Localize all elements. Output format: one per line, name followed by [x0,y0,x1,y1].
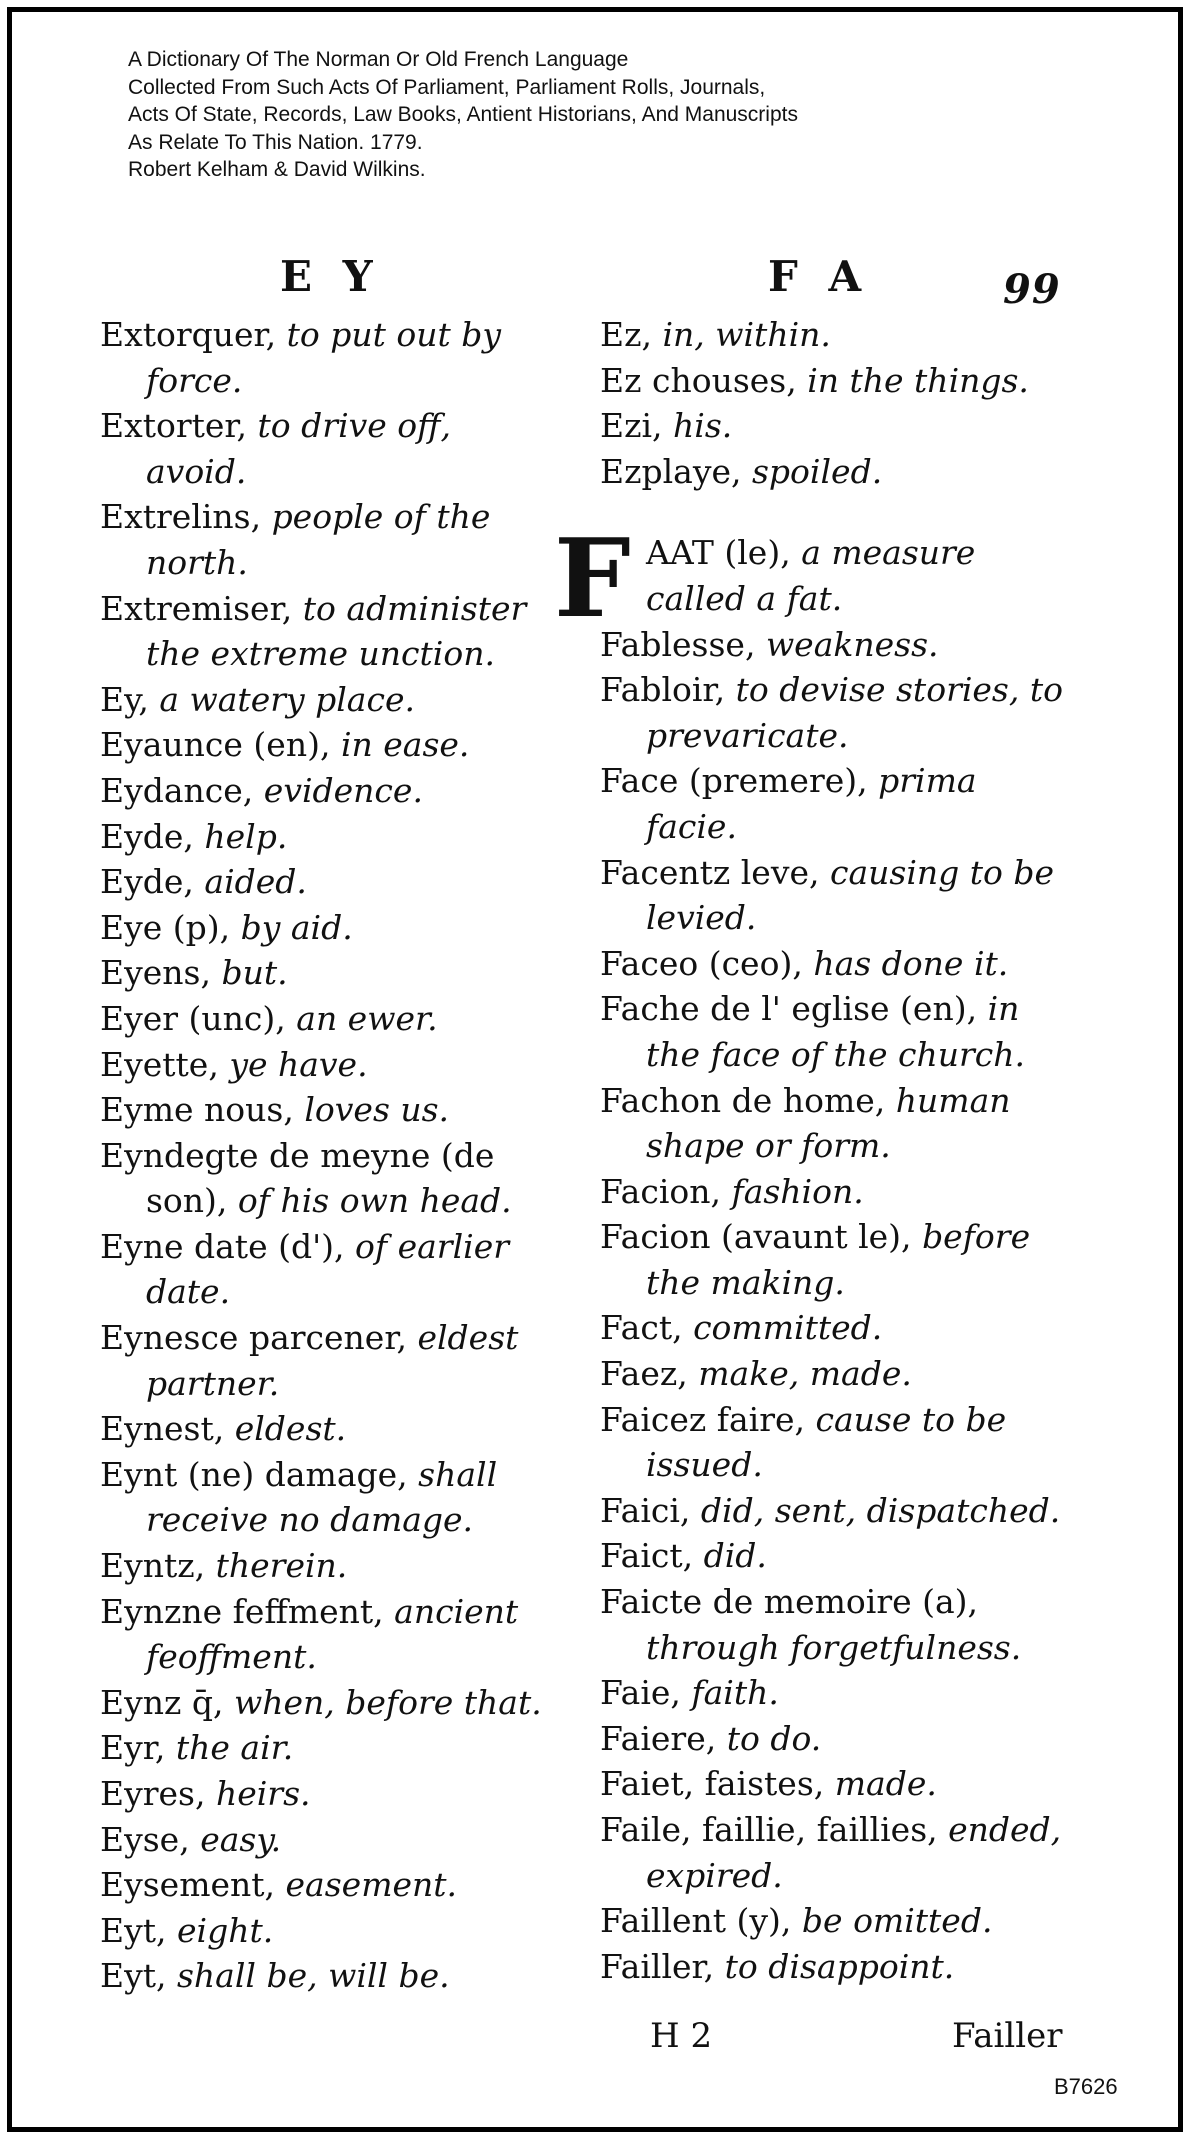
entry-definition: eight. [176,1910,274,1950]
entry-definition: ye have. [229,1044,368,1084]
entry-definition: shall be, will be. [176,1956,450,1996]
dictionary-entry [100,1589,560,1680]
entry-headword: Extorquer, [100,315,277,354]
entry-definition: by aid. [240,907,353,947]
entry-definition: has done it. [813,943,1009,983]
entry-definition: in, within. [662,315,831,354]
entry-definition: evidence. [263,770,423,810]
entry-definition: in ease. [340,725,470,765]
entry-headword: Eynest, [100,1409,225,1449]
entry-definition: to administer the extreme unction. [146,588,527,674]
entry-headword: Faez, [600,1354,688,1394]
dictionary-entry-drop-cap [554,516,1070,643]
entry-definition: the air. [175,1728,294,1768]
catchword: Failler [952,2016,1063,2056]
entry-headword: Fact, [600,1308,683,1348]
entry-headword: Eyde, [100,816,194,856]
section-gap [600,494,1070,530]
entry-definition: through forgetfulness. [646,1627,1022,1667]
entry-definition: easement. [285,1865,458,1905]
entry-definition: ended, expired. [646,1810,1062,1895]
entry-definition: easy. [200,1819,282,1859]
entry-headword: Extremiser, [100,588,293,628]
entry-headword: Eynt (ne) damage, [100,1454,408,1494]
entry-definition: to put out by force. [146,315,502,400]
entry-headword: Fabloir, [600,670,726,710]
entry-definition: his. [673,406,733,446]
entry-definition: of his own head. [237,1181,512,1221]
dictionary-entry [600,1351,1070,1397]
source-line: Collected From Such Acts Of Parliament, Parliament Rolls, Journals, [128,75,766,99]
source-line: As Relate To This Nation. 1779. [128,130,423,154]
right-column-entries [600,622,1070,1990]
entry-headword: Eyr, [100,1728,166,1768]
source-line: A Dictionary Of The Norman Or Old French Language [128,48,629,71]
entry-definition: weakness. [765,624,939,664]
entry-headword: Extorter, [100,406,248,446]
entry-headword: Faici, [600,1490,691,1530]
entry-definition: committed. [693,1308,883,1348]
dictionary-entry [100,1953,560,1999]
entry-definition: eldest partner. [146,1318,519,1403]
dictionary-entry [600,667,1070,758]
entry-headword: Eyndegte de meyne (de son), [100,1135,495,1221]
dictionary-entry [100,814,560,860]
entry-headword: Fablesse, [600,624,756,664]
source-line: Robert Kelham & David Wilkins. [128,158,426,181]
entry-definition: did. [703,1536,767,1576]
right-column-heading: F A [768,252,870,301]
entry-headword: Eye (p), [100,907,231,947]
entry-definition: causing to be levied. [646,852,1055,938]
entry-definition: when, before that. [233,1682,542,1722]
entry-definition: but. [221,953,288,993]
entry-headword: Eyer (unc), [100,998,286,1038]
source-header [128,46,1028,184]
dictionary-entry [600,1533,1070,1579]
dictionary-entry [100,1406,560,1452]
entry-headword: Eyme nous, [100,1090,294,1130]
dictionary-entry [600,1807,1070,1898]
dictionary-entry [100,1680,560,1726]
entry-definition: a watery place. [159,679,415,719]
drop-cap-initial: F [554,516,631,643]
dictionary-entry [600,1305,1070,1351]
page-number: 99 [1003,266,1061,313]
entry-headword: Eynzne feffment, [100,1591,384,1631]
left-column [100,312,560,1999]
entry-headword: Faillent (y), [600,1901,792,1941]
entry-definition: made. [834,1764,937,1804]
entry-headword: Eyt, [100,1910,167,1950]
entry-headword: Facion (avaunt le), [600,1217,912,1257]
entry-headword: Eyres, [100,1774,206,1813]
dictionary-entry [600,1716,1070,1762]
entry-headword: Eyse, [100,1819,190,1859]
entry-headword: Eyens, [100,953,211,993]
dictionary-entry [600,449,1070,495]
entry-definition: in the face of the church. [646,989,1026,1074]
entry-headword: Faiet, faistes, [600,1764,825,1804]
dictionary-entry [100,722,560,768]
entry-definition: of earlier date. [146,1226,509,1312]
dictionary-entry [600,358,1070,404]
dictionary-entry [100,1315,560,1406]
dictionary-entry [600,622,1070,668]
entry-headword: Ezplaye, [600,451,742,491]
dictionary-entry [600,1761,1070,1807]
entry-headword: Faceo (ceo), [600,943,803,983]
entry-headword: Faie, [600,1673,681,1713]
entry-definition: to do. [726,1718,822,1758]
entry-definition: eldest. [234,1409,347,1449]
entry-headword: Eyde, [100,862,194,902]
source-line: Acts Of State, Records, Law Books, Antient Historians, And Manuscripts [128,103,798,126]
dictionary-entry [600,1488,1070,1534]
entry-definition: make, made. [698,1354,912,1394]
entry-definition: help. [204,816,288,856]
entry-definition: heirs. [215,1774,311,1813]
entry-headword: Faile, faillie, faillies, [600,1810,938,1849]
entry-headword: Ezi, [600,406,663,446]
right-column-top-entries [600,312,1070,494]
entry-headword: Eyt, [100,1956,167,1996]
entry-definition: ancient feoffment. [146,1591,519,1677]
entry-headword: Eydance, [100,770,254,810]
dictionary-entry [100,1862,560,1908]
entry-headword: Facion, [600,1171,721,1211]
entry-headword: Eysement, [100,1865,276,1905]
dictionary-entry [100,494,560,585]
entry-headword: Eyntz, [100,1546,206,1586]
dictionary-entry [100,1133,560,1224]
dictionary-entry [600,1214,1070,1305]
dictionary-entry [100,768,560,814]
entry-headword: Ez, [600,315,652,354]
entry-definition: people of the north. [146,497,491,582]
entry-headword: Fachon de home, [600,1080,886,1120]
entry-definition: cause to be issued. [646,1399,1007,1485]
entry-definition: before the making. [646,1217,1031,1302]
dictionary-entry [100,586,560,677]
dictionary-entry [100,859,560,905]
entry-definition: be omitted. [801,1901,993,1941]
dictionary-entry [100,1908,560,1954]
entry-definition: to drive off, avoid. [146,406,452,491]
dictionary-entry [600,1397,1070,1488]
entry-definition: faith. [691,1673,779,1713]
entry-headword: Extrelins, [100,497,262,537]
dictionary-entry [100,1543,560,1589]
dictionary-entry [100,950,560,996]
entry-definition: shall receive no damage. [146,1454,498,1540]
dictionary-entry [600,1579,1070,1670]
dictionary-entry [600,1670,1070,1716]
entry-definition: in the things. [807,360,1029,400]
dictionary-entry [100,996,560,1042]
entry-headword: Faicez faire, [600,1399,806,1439]
entry-headword: Ez chouses, [600,360,797,400]
dictionary-entry [600,1944,1070,1990]
entry-definition: loves us. [304,1090,450,1130]
dictionary-entry [100,1087,560,1133]
entry-definition: spoiled. [752,451,883,491]
entry-headword: Facentz leve, [600,852,820,892]
entry-definition: prima facie. [646,761,977,846]
entry-definition: to devise stories, to prevaricate. [646,670,1063,755]
dictionary-entry [600,1898,1070,1944]
entry-headword: AAT (le), [646,533,791,573]
entry-definition: fashion. [731,1171,864,1211]
dictionary-entry [100,1771,560,1817]
dictionary-entry [100,1042,560,1088]
entry-headword: Eynesce parcener, [100,1318,407,1358]
entry-headword: Ey, [100,679,149,719]
entry-headword: Faicte de memoire (a), [600,1582,979,1622]
dictionary-entry [600,850,1070,941]
entry-definition: an ewer. [296,998,438,1038]
left-column-heading: E Y [280,252,381,301]
reference-code: B7626 [1054,2074,1118,2099]
dictionary-entry [100,677,560,723]
entry-headword: Eyne date (d'), [100,1226,345,1266]
dictionary-entry [600,758,1070,849]
dictionary-entry [600,403,1070,449]
dictionary-entry [100,1725,560,1771]
entry-definition: did, sent, dispatched. [700,1490,1061,1530]
entry-definition: aided. [204,862,307,902]
right-column [554,312,1070,1989]
entry-definition: to disappoint. [724,1946,955,1986]
entry-headword: Faict, [600,1536,694,1576]
dictionary-entry [100,312,560,403]
dictionary-entry [100,905,560,951]
dictionary-entry [100,1817,560,1863]
dictionary-entry [100,403,560,494]
entry-definition: human shape or form. [646,1080,1011,1166]
dictionary-entry [100,1224,560,1315]
entry-headword: Failler, [600,1946,715,1986]
dictionary-entry [600,1169,1070,1215]
entry-headword: Fache de l' eglise (en), [600,989,978,1029]
dictionary-entry [600,312,1070,358]
dictionary-entry [600,1078,1070,1169]
entry-headword: Face (premere), [600,761,868,801]
entry-definition: a measure called a fat. [646,533,976,618]
dictionary-entry [600,941,1070,987]
signature-mark: H 2 [650,2016,713,2056]
entry-headword: Eyaunce (en), [100,725,331,765]
entry-headword: Eyette, [100,1044,219,1084]
dictionary-entry [600,986,1070,1077]
entry-headword: Eynz q̄, [100,1682,224,1722]
dictionary-entry [100,1452,560,1543]
entry-headword: Faiere, [600,1718,717,1758]
entry-definition: therein. [215,1546,348,1586]
